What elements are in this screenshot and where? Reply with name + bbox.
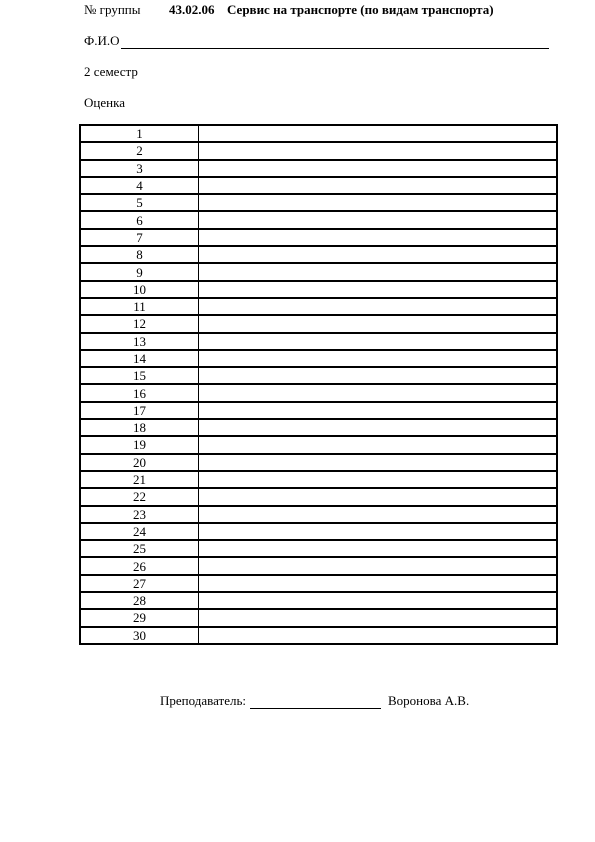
table-row bbox=[80, 557, 557, 574]
table-row bbox=[80, 419, 557, 436]
grade-cell[interactable] bbox=[199, 246, 558, 263]
row-number: 5 bbox=[80, 194, 199, 211]
signature-line bbox=[160, 693, 469, 709]
row-number: 8 bbox=[80, 246, 199, 263]
specialty-code: 43.02.06 bbox=[169, 2, 215, 17]
table-row bbox=[80, 575, 557, 592]
grade-cell[interactable] bbox=[199, 298, 558, 315]
signature-blank-line bbox=[250, 696, 381, 709]
grade-cell[interactable] bbox=[199, 402, 558, 419]
row-number: 21 bbox=[80, 471, 199, 488]
teacher-label: Преподаватель: bbox=[160, 693, 247, 708]
row-number: 28 bbox=[80, 592, 199, 609]
row-number: 4 bbox=[80, 177, 199, 194]
fio-line bbox=[84, 33, 549, 49]
grade-cell[interactable] bbox=[199, 142, 558, 159]
grade-cell[interactable] bbox=[199, 333, 558, 350]
row-number: 29 bbox=[80, 609, 199, 626]
row-number: 15 bbox=[80, 367, 199, 384]
table-row bbox=[80, 402, 557, 419]
row-number: 11 bbox=[80, 298, 199, 315]
row-number: 23 bbox=[80, 506, 199, 523]
table-row bbox=[80, 540, 557, 557]
grade-cell[interactable] bbox=[199, 350, 558, 367]
table-row bbox=[80, 177, 557, 194]
row-number: 3 bbox=[80, 160, 199, 177]
row-number: 9 bbox=[80, 263, 199, 280]
grade-cell[interactable] bbox=[199, 367, 558, 384]
row-number: 17 bbox=[80, 402, 199, 419]
header-line bbox=[84, 2, 494, 18]
row-number: 30 bbox=[80, 627, 199, 644]
table-row bbox=[80, 160, 557, 177]
grade-cell[interactable] bbox=[199, 177, 558, 194]
grade-cell[interactable] bbox=[199, 194, 558, 211]
group-label: № группы bbox=[84, 2, 141, 17]
semester-label: 2 семестр bbox=[84, 64, 138, 79]
row-number: 27 bbox=[80, 575, 199, 592]
row-number: 14 bbox=[80, 350, 199, 367]
grades-table bbox=[79, 124, 558, 645]
row-number: 12 bbox=[80, 315, 199, 332]
table-row bbox=[80, 194, 557, 211]
table-row bbox=[80, 333, 557, 350]
grade-cell[interactable] bbox=[199, 419, 558, 436]
table-row bbox=[80, 350, 557, 367]
grade-cell[interactable] bbox=[199, 160, 558, 177]
fio-label: Ф.И.О bbox=[84, 33, 120, 48]
grade-label: Оценка bbox=[84, 95, 125, 110]
teacher-name: Воронова А.В. bbox=[388, 693, 470, 708]
grade-cell[interactable] bbox=[199, 575, 558, 592]
table-row bbox=[80, 298, 557, 315]
grade-cell[interactable] bbox=[199, 540, 558, 557]
table-row bbox=[80, 142, 557, 159]
grade-cell[interactable] bbox=[199, 454, 558, 471]
table-row bbox=[80, 281, 557, 298]
row-number: 6 bbox=[80, 211, 199, 228]
row-number: 26 bbox=[80, 557, 199, 574]
grade-cell[interactable] bbox=[199, 592, 558, 609]
row-number: 16 bbox=[80, 384, 199, 401]
row-number: 19 bbox=[80, 436, 199, 453]
table-row bbox=[80, 384, 557, 401]
grade-cell[interactable] bbox=[199, 488, 558, 505]
grade-cell[interactable] bbox=[199, 523, 558, 540]
row-number: 22 bbox=[80, 488, 199, 505]
table-row bbox=[80, 506, 557, 523]
row-number: 1 bbox=[80, 125, 199, 142]
specialty-title: Сервис на транспорте (по видам транспорта) bbox=[227, 2, 494, 17]
grade-cell[interactable] bbox=[199, 229, 558, 246]
grade-cell[interactable] bbox=[199, 263, 558, 280]
row-number: 25 bbox=[80, 540, 199, 557]
row-number: 18 bbox=[80, 419, 199, 436]
table-row bbox=[80, 125, 557, 142]
grade-cell[interactable] bbox=[199, 125, 558, 142]
row-number: 7 bbox=[80, 229, 199, 246]
row-number: 2 bbox=[80, 142, 199, 159]
grade-cell[interactable] bbox=[199, 436, 558, 453]
grade-cell[interactable] bbox=[199, 211, 558, 228]
grade-cell[interactable] bbox=[199, 627, 558, 644]
grade-cell[interactable] bbox=[199, 315, 558, 332]
table-row bbox=[80, 592, 557, 609]
table-row bbox=[80, 211, 557, 228]
table-row bbox=[80, 263, 557, 280]
table-row bbox=[80, 367, 557, 384]
table-row bbox=[80, 471, 557, 488]
table-row bbox=[80, 627, 557, 644]
fio-blank-line bbox=[121, 36, 549, 49]
grade-cell[interactable] bbox=[199, 471, 558, 488]
table-row bbox=[80, 454, 557, 471]
grade-cell[interactable] bbox=[199, 506, 558, 523]
row-number: 13 bbox=[80, 333, 199, 350]
table-row bbox=[80, 246, 557, 263]
table-row bbox=[80, 436, 557, 453]
row-number: 10 bbox=[80, 281, 199, 298]
table-row bbox=[80, 315, 557, 332]
table-row bbox=[80, 488, 557, 505]
row-number: 24 bbox=[80, 523, 199, 540]
grade-cell[interactable] bbox=[199, 609, 558, 626]
table-row bbox=[80, 523, 557, 540]
row-number: 20 bbox=[80, 454, 199, 471]
table-row bbox=[80, 229, 557, 246]
grade-cell[interactable] bbox=[199, 384, 558, 401]
grade-cell[interactable] bbox=[199, 281, 558, 298]
table-row bbox=[80, 609, 557, 626]
grade-cell[interactable] bbox=[199, 557, 558, 574]
